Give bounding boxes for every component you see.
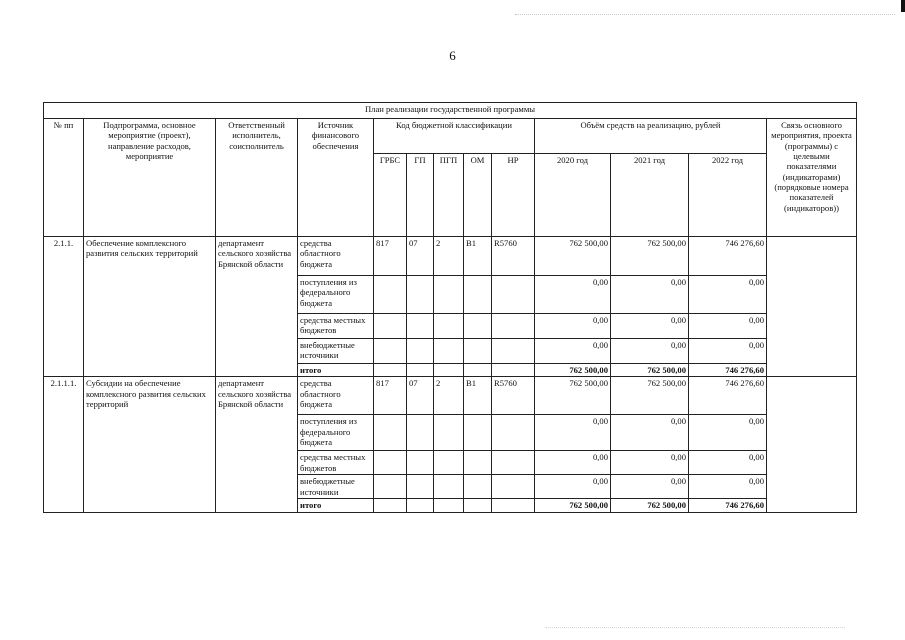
cell-gp <box>407 276 434 314</box>
cell-grbs: 817 <box>374 377 407 415</box>
cell-2020: 0,00 <box>535 314 611 339</box>
cell-2022: 746 276,60 <box>689 237 767 276</box>
cell-source: средства областного бюджета <box>298 377 374 415</box>
cell-2022: 0,00 <box>689 475 767 499</box>
cell-2020: 0,00 <box>535 339 611 364</box>
cell-om <box>464 339 492 364</box>
cell-grbs <box>374 276 407 314</box>
cell-grbs: 817 <box>374 237 407 276</box>
cell-source: внебюджетные источники <box>298 339 374 364</box>
page-number: 6 <box>449 48 456 63</box>
cell-2020: 0,00 <box>535 475 611 499</box>
cell-grbs <box>374 314 407 339</box>
cell-pgp <box>434 339 464 364</box>
cell-nr <box>492 451 535 475</box>
cell-grbs <box>374 339 407 364</box>
header-grbs: ГРБС <box>374 154 407 237</box>
header-om: ОМ <box>464 154 492 237</box>
cell-gp <box>407 475 434 499</box>
cell-om: В1 <box>464 237 492 276</box>
cell-grbs <box>374 475 407 499</box>
cell-source: внебюджетные источники <box>298 475 374 499</box>
cell-gp <box>407 415 434 451</box>
cell-nr: R5760 <box>492 377 535 415</box>
cell-om <box>464 314 492 339</box>
header-volume: Объём средств на реализацию, рублей <box>535 119 767 154</box>
cell-pgp: 2 <box>434 237 464 276</box>
row-name: Субсидии на обеспечение комплексного развития сельских территорий <box>84 377 216 512</box>
header-pgp: ПГП <box>434 154 464 237</box>
cell-link <box>767 377 857 512</box>
cell-2020: 762 500,00 <box>535 377 611 415</box>
cell-om <box>464 276 492 314</box>
cell-source: поступления из федерального бюджета <box>298 415 374 451</box>
table-row <box>44 237 857 276</box>
cell-nr <box>492 314 535 339</box>
cell-source: средства областного бюджета <box>298 237 374 276</box>
total-2022: 746 276,60 <box>689 499 767 512</box>
cell-pgp <box>434 475 464 499</box>
cell-2020: 0,00 <box>535 415 611 451</box>
cell-2020: 0,00 <box>535 276 611 314</box>
cell-grbs <box>374 499 407 512</box>
cell-om <box>464 415 492 451</box>
cell-2020: 762 500,00 <box>535 237 611 276</box>
cell-gp <box>407 314 434 339</box>
total-2021: 762 500,00 <box>611 364 689 377</box>
cell-source: средства местных бюджетов <box>298 451 374 475</box>
row-responsible: департамент сельского хозяйства Брянской области <box>216 377 298 512</box>
cell-nr <box>492 475 535 499</box>
row-name: Обеспечение комплексного развития сельских территорий <box>84 237 216 377</box>
cell-om <box>464 364 492 377</box>
header-subprogram: Подпрограмма, основное мероприятие (проект), направление расходов, мероприятие <box>84 119 216 237</box>
row-num: 2.1.1.1. <box>44 377 84 512</box>
total-2022: 746 276,60 <box>689 364 767 377</box>
cell-2022: 0,00 <box>689 314 767 339</box>
cell-nr <box>492 276 535 314</box>
total-label: итого <box>298 499 374 512</box>
cell-2020: 0,00 <box>535 451 611 475</box>
header-nr: НР <box>492 154 535 237</box>
row-responsible: департамент сельского хозяйства Брянской области <box>216 237 298 377</box>
cell-pgp <box>434 415 464 451</box>
cell-pgp: 2 <box>434 377 464 415</box>
cell-gp <box>407 339 434 364</box>
cell-2021: 762 500,00 <box>611 377 689 415</box>
total-2021: 762 500,00 <box>611 499 689 512</box>
cell-gp: 07 <box>407 377 434 415</box>
cell-2021: 0,00 <box>611 339 689 364</box>
cell-2021: 0,00 <box>611 276 689 314</box>
row-num: 2.1.1. <box>44 237 84 377</box>
cell-2021: 0,00 <box>611 451 689 475</box>
program-plan-table <box>43 102 857 513</box>
cell-om <box>464 499 492 512</box>
cell-pgp <box>434 314 464 339</box>
scan-artifact <box>515 14 895 19</box>
header-source: Источник финансового обеспечения <box>298 119 374 237</box>
cell-pgp <box>434 499 464 512</box>
header-gp: ГП <box>407 154 434 237</box>
cell-nr <box>492 364 535 377</box>
scan-corner-mark <box>901 0 905 12</box>
header-2022: 2022 год <box>689 154 767 237</box>
cell-source: поступления из федерального бюджета <box>298 276 374 314</box>
cell-grbs <box>374 451 407 475</box>
cell-pgp <box>434 364 464 377</box>
cell-gp <box>407 499 434 512</box>
header-responsible: Ответственный исполнитель, соисполнитель <box>216 119 298 237</box>
cell-pgp <box>434 451 464 475</box>
cell-om <box>464 475 492 499</box>
header-link: Связь основного мероприятия, проекта (программы) с целевыми показателями (индикаторами) (порядковые номера показателей (индикаторов)) <box>767 119 857 237</box>
cell-2021: 0,00 <box>611 475 689 499</box>
cell-gp <box>407 451 434 475</box>
scan-artifact-bottom <box>545 627 845 632</box>
header-2021: 2021 год <box>611 154 689 237</box>
total-2020: 762 500,00 <box>535 499 611 512</box>
cell-grbs <box>374 415 407 451</box>
cell-2022: 0,00 <box>689 415 767 451</box>
cell-gp: 07 <box>407 237 434 276</box>
cell-om: В1 <box>464 377 492 415</box>
total-label: итого <box>298 364 374 377</box>
cell-link <box>767 237 857 377</box>
cell-grbs <box>374 364 407 377</box>
cell-2022: 0,00 <box>689 451 767 475</box>
header-budget-code: Код бюджетной классификации <box>374 119 535 154</box>
table-title: План реализации государственной программы <box>44 103 857 119</box>
cell-nr <box>492 415 535 451</box>
cell-source: средства местных бюджетов <box>298 314 374 339</box>
cell-pgp <box>434 276 464 314</box>
cell-2022: 0,00 <box>689 276 767 314</box>
cell-nr <box>492 339 535 364</box>
cell-gp <box>407 364 434 377</box>
cell-2021: 0,00 <box>611 314 689 339</box>
cell-nr <box>492 499 535 512</box>
cell-2021: 762 500,00 <box>611 237 689 276</box>
cell-2021: 0,00 <box>611 415 689 451</box>
cell-2022: 0,00 <box>689 339 767 364</box>
cell-2022: 746 276,60 <box>689 377 767 415</box>
cell-nr: R5760 <box>492 237 535 276</box>
cell-om <box>464 451 492 475</box>
table-row <box>44 377 857 415</box>
header-2020: 2020 год <box>535 154 611 237</box>
header-num: № пп <box>44 119 84 237</box>
total-2020: 762 500,00 <box>535 364 611 377</box>
